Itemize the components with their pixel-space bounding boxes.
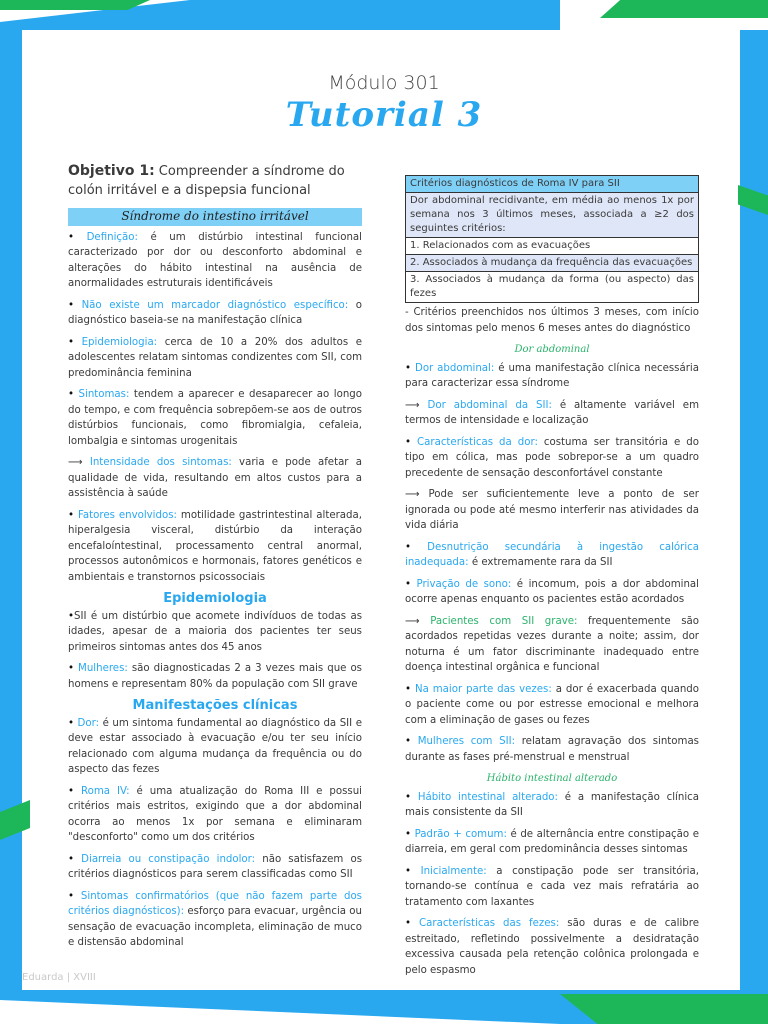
paragraph: [405, 682, 699, 729]
table-row: 3. Associados à mudança da forma (ou aspecto) das fezes: [406, 272, 699, 303]
subsection-habit-title: Hábito intestinal alterado: [486, 773, 618, 784]
bullet-icon: •: [68, 717, 75, 729]
bullet-icon: •: [68, 231, 75, 243]
bullet-icon: •: [68, 299, 75, 311]
bullet-icon: •: [405, 791, 412, 803]
text: frequentemente são acordados repetidas vezes durante a noite; assim, dor noturna é um fator discriminante inadequado entre doença intestinal orgânica e funcional: [405, 615, 699, 673]
bullet-icon: •: [68, 853, 75, 865]
bullet-icon: •: [68, 389, 75, 400]
paragraph: [68, 298, 362, 329]
paragraph: [68, 230, 362, 292]
bullet-icon: •: [68, 509, 75, 521]
bullet-icon: •: [68, 336, 75, 348]
highlight: Epidemiologia:: [81, 336, 158, 348]
bullet-icon: •: [68, 890, 75, 902]
paragraph: [405, 734, 699, 765]
bullet-icon: •: [68, 610, 75, 622]
highlight: Padrão + comum:: [414, 828, 507, 840]
highlight: Definição:: [86, 231, 138, 243]
bullet-icon: •: [405, 828, 412, 840]
paragraph: [68, 455, 362, 502]
paragraph: [68, 852, 362, 883]
highlight: Dor:: [77, 717, 100, 729]
text: motilidade gastrintestinal alterada, hiperalgesia visceral, distúrbio da interação encefaloíntestinal, processamento central anormal, processos autonômicos e hormonais, fatores genéticos e ambientais e transtornos psicossociais: [68, 509, 362, 583]
right-green-stripe: [738, 185, 768, 215]
text: tendem a aparecer e desaparecer ao longo do tempo, e com frequência sobrepõem-se aos de outros distúrbios funcionais, como fibromialgia, cefaleia, lombalgia e sintomas urogenitais: [68, 389, 362, 447]
text: não satisfazem os critérios diagnósticos para serem classificadas como SII: [68, 853, 362, 880]
text: costuma ser transitória e do tipo em cólica, mas pode sobrepor-se a um quadro precedente de sensação desconfortável constante: [405, 436, 699, 479]
paragraph: [405, 361, 699, 392]
highlight: Hábito intestinal alterado:: [417, 791, 558, 803]
text: são duras e de calibre estreitado, refletindo possivelmente a desidratação excessiva causada pela retenção colônica prolongada e pelo espasmo: [405, 918, 699, 976]
text: é extremamente rara da SII: [468, 557, 613, 568]
objective-text: Compreender a síndrome do colón irritável e a dispepsia funcional: [68, 164, 345, 198]
highlight: Sintomas confirmatórios (que não fazem parte dos critérios diagnósticos):: [68, 890, 362, 917]
arrow-icon: ⟶: [405, 615, 420, 627]
table-row: Dor abdominal recidivante, em média ao menos 1x por semana nos 3 últimos meses, associada a ≥2 dos seguintes critérios:: [406, 193, 699, 238]
highlight: Sintomas:: [78, 389, 130, 400]
bullet-icon: •: [405, 578, 412, 590]
highlight: Roma IV:: [80, 785, 130, 797]
highlight: Inicialmente:: [420, 865, 487, 877]
bullet-icon: •: [405, 362, 412, 374]
subsection-pain-title: Dor abdominal: [514, 344, 590, 355]
highlight: Características das fezes:: [419, 918, 560, 929]
text: relatam agravação dos sintomas durante as fases pré-menstrual e menstrual: [405, 736, 699, 763]
highlight: Diarreia ou constipação indolor:: [81, 853, 256, 865]
text: é um sintoma fundamental ao diagnóstico da SII e deve estar associado à evacuação e/ou ter seu início relacionado com alguma mudança da frequência ou do aspecto das fezes: [68, 717, 362, 775]
table-header: Critérios diagnósticos de Roma IV para SII: [406, 176, 699, 193]
paragraph: [68, 889, 362, 951]
paragraph: [405, 487, 699, 534]
paragraph: [405, 540, 699, 571]
right-column: [405, 175, 699, 984]
table-note: - Critérios preenchidos nos últimos 3 meses, com início dos sintomas pelo menos 6 meses antes do diagnóstico: [405, 307, 699, 334]
highlight: Características da dor:: [417, 436, 538, 448]
table-row: 2. Associados à mudança da frequência das evacuações: [406, 255, 699, 272]
table-row: 1. Relacionados com as evacuações: [406, 238, 699, 255]
text: esforço para evacuar, urgência ou sensação de evacuação incompleta, eliminação de muco e distensão abdominal: [68, 906, 362, 948]
paragraph: [68, 716, 362, 778]
rome-criteria-table: [405, 175, 699, 303]
paragraph: [68, 661, 362, 692]
section-epidemiology-title: Epidemiologia: [163, 591, 267, 606]
bullet-icon: •: [68, 663, 75, 674]
bullet-icon: •: [68, 785, 75, 797]
paragraph: [405, 614, 699, 676]
paragraph: [405, 577, 699, 608]
tutorial-title: Tutorial 3: [285, 95, 483, 135]
highlight: Não existe um marcador diagnóstico específico:: [81, 299, 349, 311]
text: é a manifestação clínica mais consistente da SII: [405, 791, 699, 818]
paragraph: [405, 398, 699, 429]
bullet-icon: •: [405, 736, 412, 747]
paragraph: [68, 387, 362, 449]
arrow-icon: ⟶: [405, 489, 420, 500]
text: Pode ser suficientemente leve a ponto de ser ignorada ou pode até mesmo interferir nas atividades da vida diária: [405, 489, 699, 531]
objective-label: Objetivo 1:: [68, 163, 155, 179]
top-right-green-stripe: [600, 0, 768, 18]
arrow-icon: ⟶: [68, 457, 83, 468]
highlight: Desnutrição secundária à ingestão calórica inadequada:: [405, 541, 699, 568]
section-sii-title: Síndrome do intestino irritável: [68, 208, 362, 226]
paragraph: [68, 508, 362, 586]
text: é uma atualização do Roma III e possui critérios mais estritos, exigindo que a dor abdominal ocorra ao menos 1x por semana e eliminaram "desconforto" como um dos critérios: [68, 785, 362, 843]
footer-author: Eduarda | XVIII: [22, 972, 96, 983]
paragraph: [68, 784, 362, 846]
paragraph: [405, 864, 699, 911]
highlight: Mulheres:: [78, 663, 128, 674]
top-green-stripe: [0, 0, 150, 10]
text: é uma manifestação clínica necessária para caracterizar essa síndrome: [405, 362, 699, 389]
text: é altamente variável em termos de intensidade e localização: [405, 399, 699, 426]
text: a dor é exacerbada quando o paciente come ou por estresse emocional e melhora com a eliminação de gases ou fezes: [405, 683, 699, 726]
bullet-icon: •: [405, 865, 412, 877]
section-clinical-title: Manifestações clínicas: [132, 698, 298, 713]
text: é incomum, pois a dor abdominal ocorre apenas enquanto os pacientes estão acordados: [405, 578, 699, 605]
paragraph: [68, 335, 362, 382]
highlight: Dor abdominal:: [414, 362, 495, 374]
left-column: [68, 162, 362, 957]
highlight: Dor abdominal da SII:: [427, 399, 552, 411]
text: são diagnosticadas 2 a 3 vezes mais que os homens e representam 80% da população com SII grave: [68, 663, 362, 690]
highlight: Pacientes com SII grave:: [430, 615, 578, 627]
bullet-icon: •: [405, 683, 412, 695]
paragraph: [68, 609, 362, 656]
bullet-icon: •: [405, 436, 412, 448]
paragraph: [405, 827, 699, 858]
text: cerca de 10 a 20% dos adultos e adolescentes relatam sintomas condizentes com SII, com predominância feminina: [68, 336, 362, 379]
text: é de alternância entre constipação e diarreia, em geral com predominância desses sintomas: [405, 828, 699, 855]
text: SII é um distúrbio que acomete indivíduos de todas as idades, apesar de a maioria dos pacientes ter seus primeiros sintomas antes dos 45 anos: [68, 610, 362, 653]
highlight: Intensidade dos sintomas:: [89, 457, 232, 468]
paragraph: [405, 790, 699, 821]
highlight: Privação de sono:: [416, 578, 512, 590]
text: a constipação pode ser transitória, tornando-se contínua e cada vez mais refratária ao tratamento com laxantes: [405, 865, 699, 908]
module-title: Módulo 301: [328, 72, 440, 94]
highlight: Mulheres com SII:: [417, 736, 516, 747]
text: varia e pode afetar a qualidade de vida, resultando em altos custos para a assistência à saúde: [68, 457, 362, 499]
paragraph: [405, 435, 699, 482]
paragraph: [405, 916, 699, 978]
bullet-icon: •: [405, 918, 412, 929]
highlight: Fatores envolvidos:: [77, 509, 177, 521]
text: o diagnóstico baseia-se na manifestação clínica: [68, 299, 362, 326]
arrow-icon: ⟶: [405, 399, 420, 411]
highlight: Na maior parte das vezes:: [414, 683, 552, 695]
text: é um distúrbio intestinal funcional caracterizado por dor ou desconforto abdominal e alterações do hábito intestinal na ausência de anormalidades estruturais identificáveis: [68, 231, 362, 289]
bullet-icon: •: [405, 541, 412, 553]
objective: [68, 162, 362, 200]
